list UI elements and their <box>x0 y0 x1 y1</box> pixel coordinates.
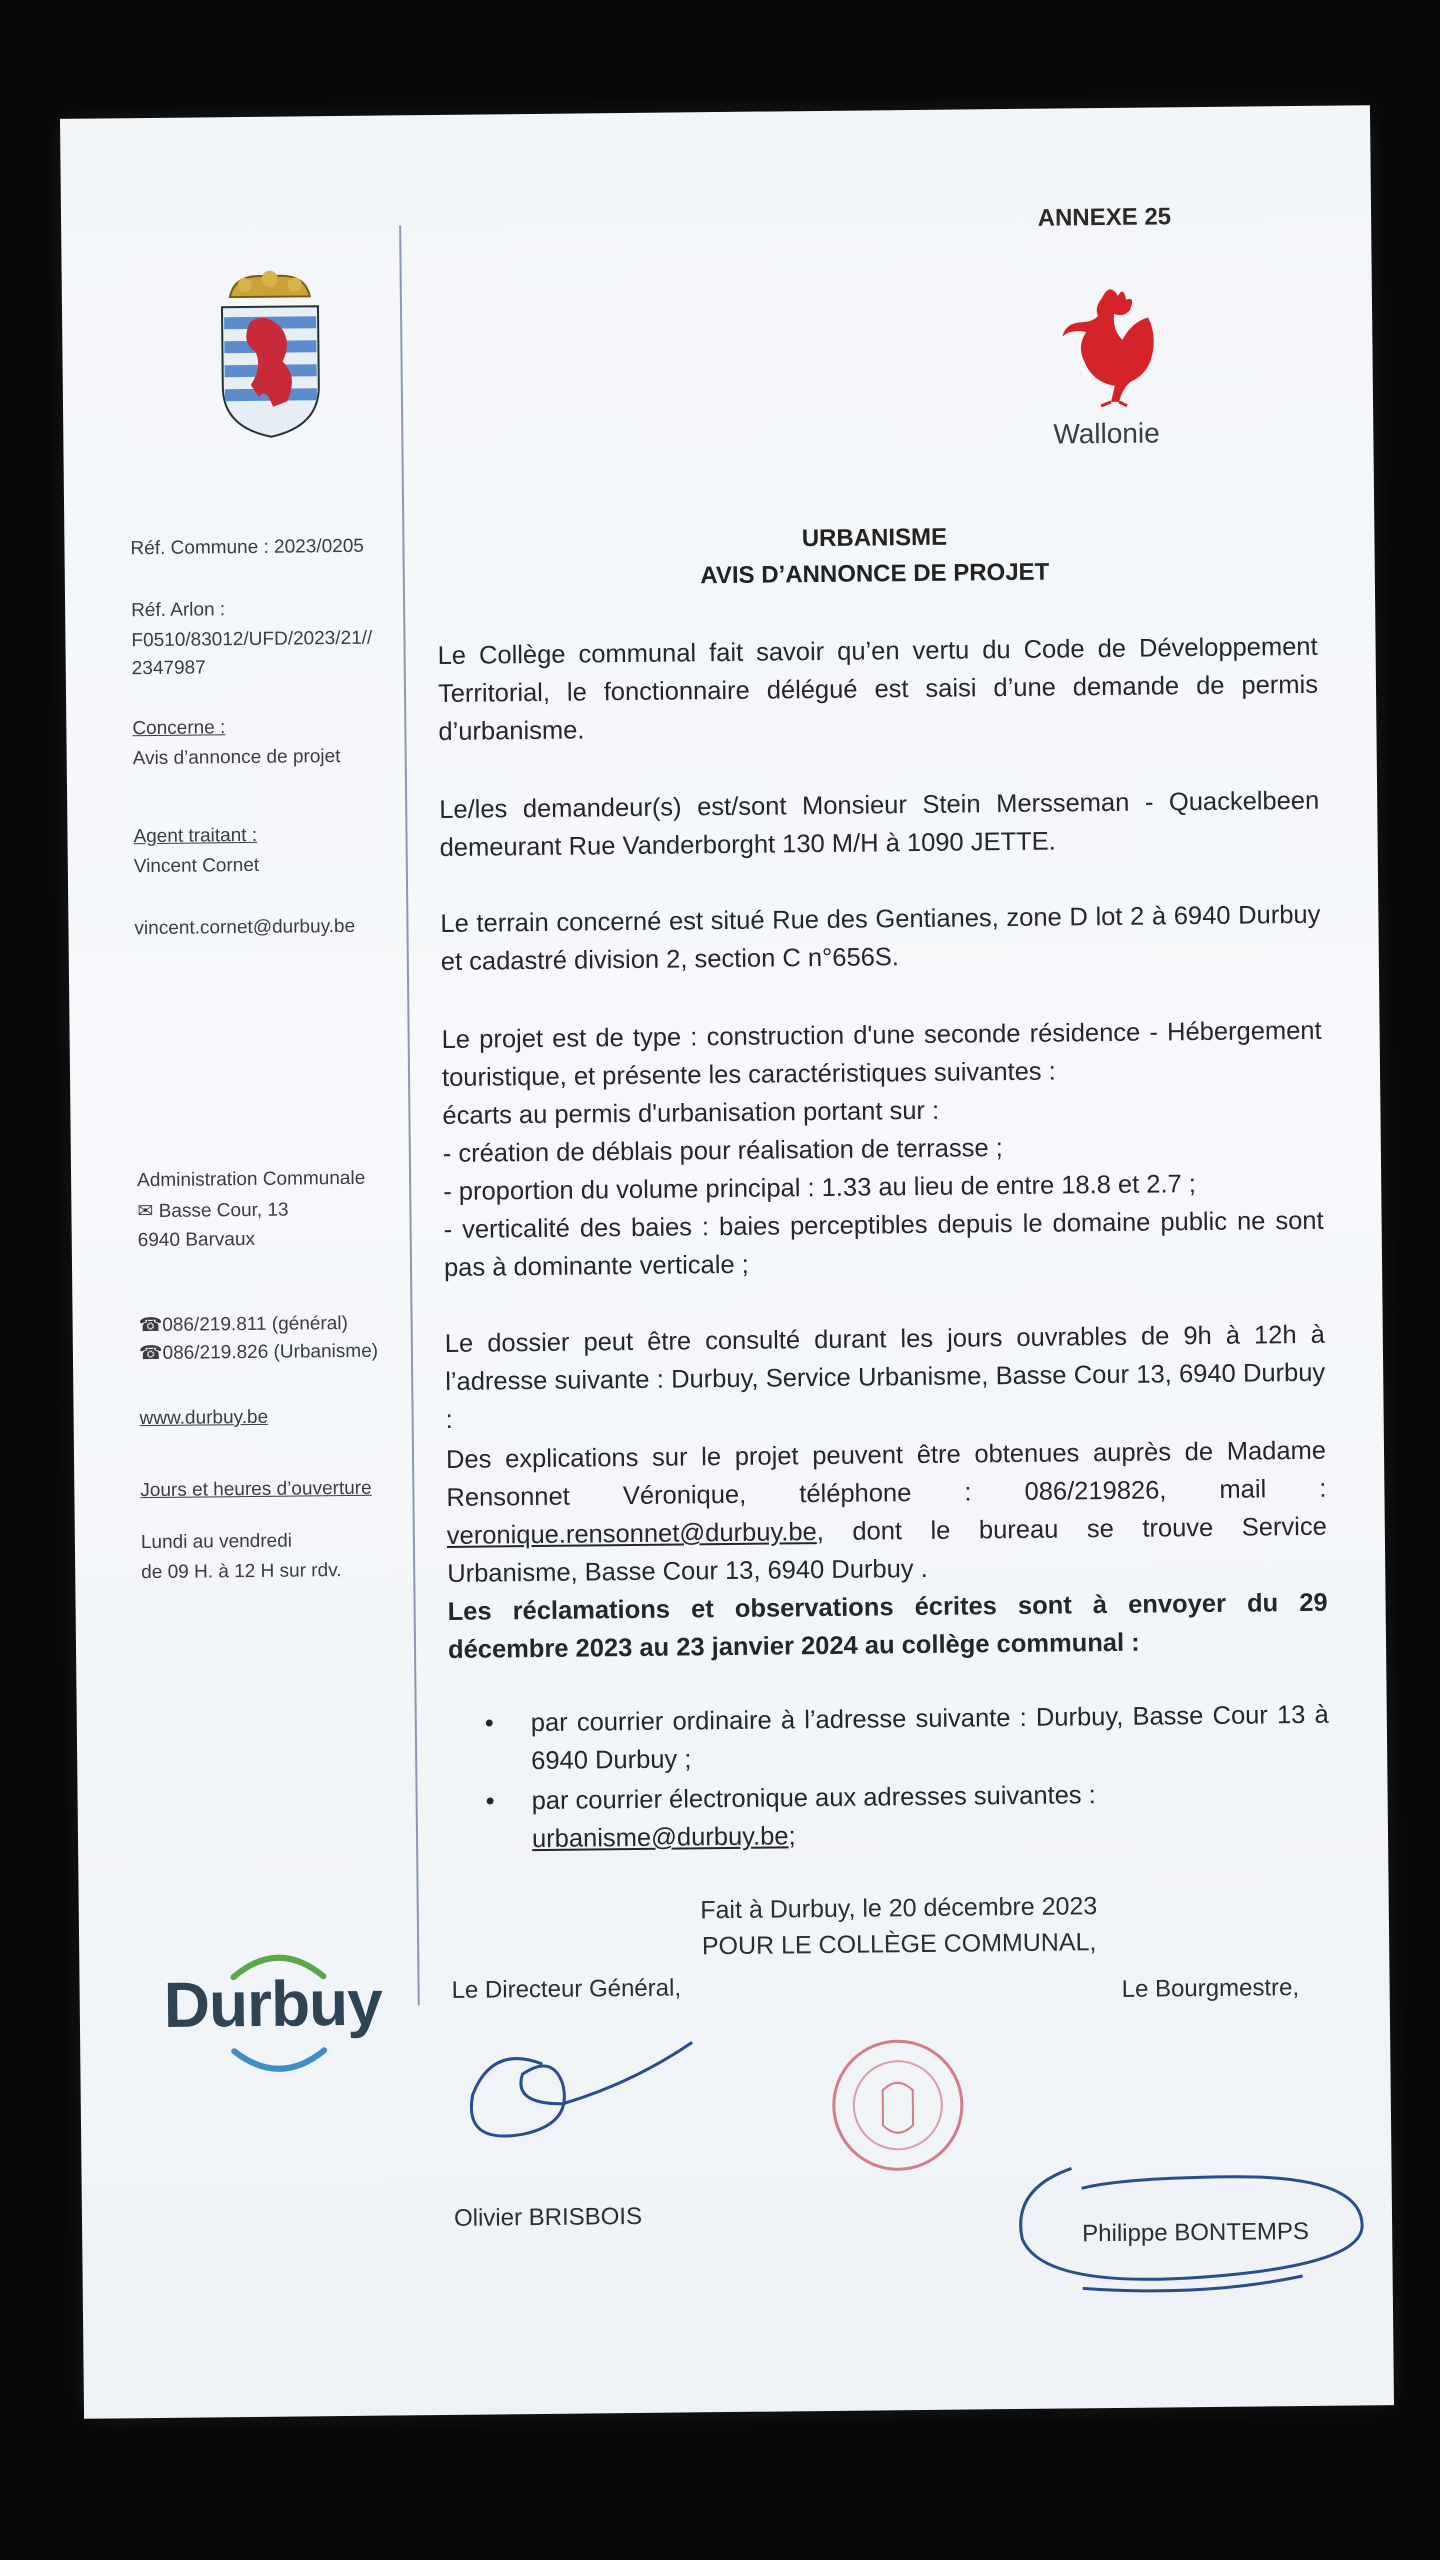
director-name: Olivier BRISBOIS <box>453 2202 643 2232</box>
mayor-name: Philippe BONTEMPS <box>1082 2217 1310 2248</box>
p6-text-b: , dont le bureau se trouve Service Urbanisme, Basse Cour 13, 6940 Durbuy . <box>447 1512 1327 1588</box>
urbanisme-email-link[interactable]: urbanisme@durbuy.be <box>531 1822 789 1854</box>
phone-urbanisme-row <box>139 1340 378 1366</box>
director-title: Le Directeur Général, <box>451 1974 682 2004</box>
ref-arlon-label: Réf. Arlon : <box>131 599 226 622</box>
agent-name: Vincent Cornet <box>133 854 260 878</box>
durbuy-logo <box>163 1946 394 2078</box>
title-line1: URBANISME <box>801 523 948 553</box>
bullet-list <box>449 1696 1331 1859</box>
bullet-item-1: • par courrier ordinaire à l’adresse suivante : Durbuy, Basse Cour 13 à 6940 Durbuy ; <box>484 1700 1329 1776</box>
agent-email[interactable]: vincent.cornet@durbuy.be <box>134 915 356 940</box>
ref-arlon-line1: F0510/83012/UFD/2023/21// <box>131 627 373 652</box>
phone-general-row <box>139 1312 348 1337</box>
admin-street-row <box>137 1199 288 1224</box>
paragraph-4 <box>441 1012 1324 1287</box>
coat-of-arms-icon <box>210 266 332 442</box>
vertical-divider <box>399 225 420 2005</box>
paragraph-7: Les réclamations et observations écrites sont à envoyer du 29 décembre 2023 au 23 janvier 2024 au collège communal : <box>447 1588 1328 1664</box>
ref-arlon-line2: 2347987 <box>131 657 206 680</box>
p4-line3: - proportion du volume principal : 1.33 au lieu de entre 18.8 et 2.7 ; <box>443 1170 1197 1206</box>
ref-commune: Réf. Commune : 2023/0205 <box>130 535 365 560</box>
concerne-value: Avis d’annonce de projet <box>132 746 341 770</box>
phone-general: 086/219.811 (général) <box>162 1312 348 1336</box>
website-link[interactable]: www.durbuy.be <box>139 1406 269 1430</box>
region-name: Wallonie <box>1053 417 1160 450</box>
paragraph-5: Le dossier peut être consulté durant les jours ouvrables de 9h à 12h à l’adresse suivante : Durbuy, Service Urbanisme, Basse Cour 13, 6940 Durbuy : <box>444 1320 1326 1434</box>
hours-line2: de 09 H. à 12 H sur rdv. <box>141 1560 342 1584</box>
envelope-icon: ✉ <box>137 1200 159 1223</box>
p4-line1: écarts au permis d'urbanisation portant sur : <box>442 1096 940 1130</box>
college-line: POUR LE COLLÈGE COMMUNAL, <box>701 1928 1097 1961</box>
wallonia-rooster-icon <box>1052 277 1173 408</box>
contact-email-link[interactable]: veronique.rensonnet@durbuy.be <box>446 1518 817 1550</box>
logo-text: Durbuy <box>163 1966 383 2041</box>
hours-line1: Lundi au vendredi <box>140 1530 293 1554</box>
p4-line4: - verticalité des baies : baies perceptibles depuis le domaine public ne sont pas à dominante verticale ; <box>443 1206 1324 1282</box>
title-line2: AVIS D’ANNONCE DE PROJET <box>700 558 1050 590</box>
phone-icon: ☎ <box>138 1342 163 1365</box>
phone-urbanisme: 086/219.826 (Urbanisme) <box>162 1340 379 1364</box>
admin-street: Basse Cour, 13 <box>158 1199 289 1222</box>
bullet-item-2: • par courrier électronique aux adresses suivantes : urbanisme@durbuy.be; <box>449 1774 1330 1859</box>
notice-document <box>60 105 1394 2419</box>
bullet-dot: • <box>485 1787 495 1816</box>
paragraph-6 <box>446 1432 1328 1593</box>
paragraph-3: Le terrain concerné est situé Rue des Gentianes, zone D lot 2 à 6940 Durbuy et cadastré division 2, section C n°656S. <box>440 900 1321 976</box>
official-stamp-icon <box>822 2029 974 2181</box>
bullet-2-line: par courrier électronique aux adresses suivantes : <box>531 1781 1096 1816</box>
concerne-label: Concerne : <box>132 717 226 740</box>
p4-line2: - création de déblais pour réalisation de terrasse ; <box>442 1134 1003 1168</box>
phone-icon: ☎ <box>138 1314 163 1337</box>
annexe-label: ANNEXE 25 <box>1037 203 1172 232</box>
paragraph-2: Le/les demandeur(s) est/sont Monsieur Stein Mersseman - Quackelbeen demeurant Rue Vanderborght 130 M/H à 1090 JETTE. <box>439 786 1320 862</box>
bullet-dot: • <box>484 1709 494 1738</box>
mayor-title: Le Bourgmestre, <box>1121 1974 1300 2003</box>
agent-label: Agent traitant : <box>133 824 258 848</box>
paragraph-1: Le Collège communal fait savoir qu’en vertu du Code de Développement Territorial, le fonctionnaire délégué est saisi d’une demande de permis d’urbanisme. <box>437 632 1319 746</box>
p4-intro: Le projet est de type : construction d'une seconde résidence - Hébergement touristique, et présente les caractéristiques suivantes : <box>441 1016 1322 1092</box>
director-signature-icon <box>452 2032 713 2165</box>
hours-label: Jours et heures d’ouverture <box>140 1477 372 1502</box>
admin-city: 6940 Barvaux <box>137 1228 256 1252</box>
p6-text-a: Des explications sur le projet peuvent être obtenues auprès de Madame Rensonnet Véronique, téléphone : 086/219826, mail : <box>445 1436 1327 1512</box>
place-date: Fait à Durbuy, le 20 décembre 2023 <box>700 1892 1098 1925</box>
admin-name: Administration Communale <box>137 1167 366 1192</box>
